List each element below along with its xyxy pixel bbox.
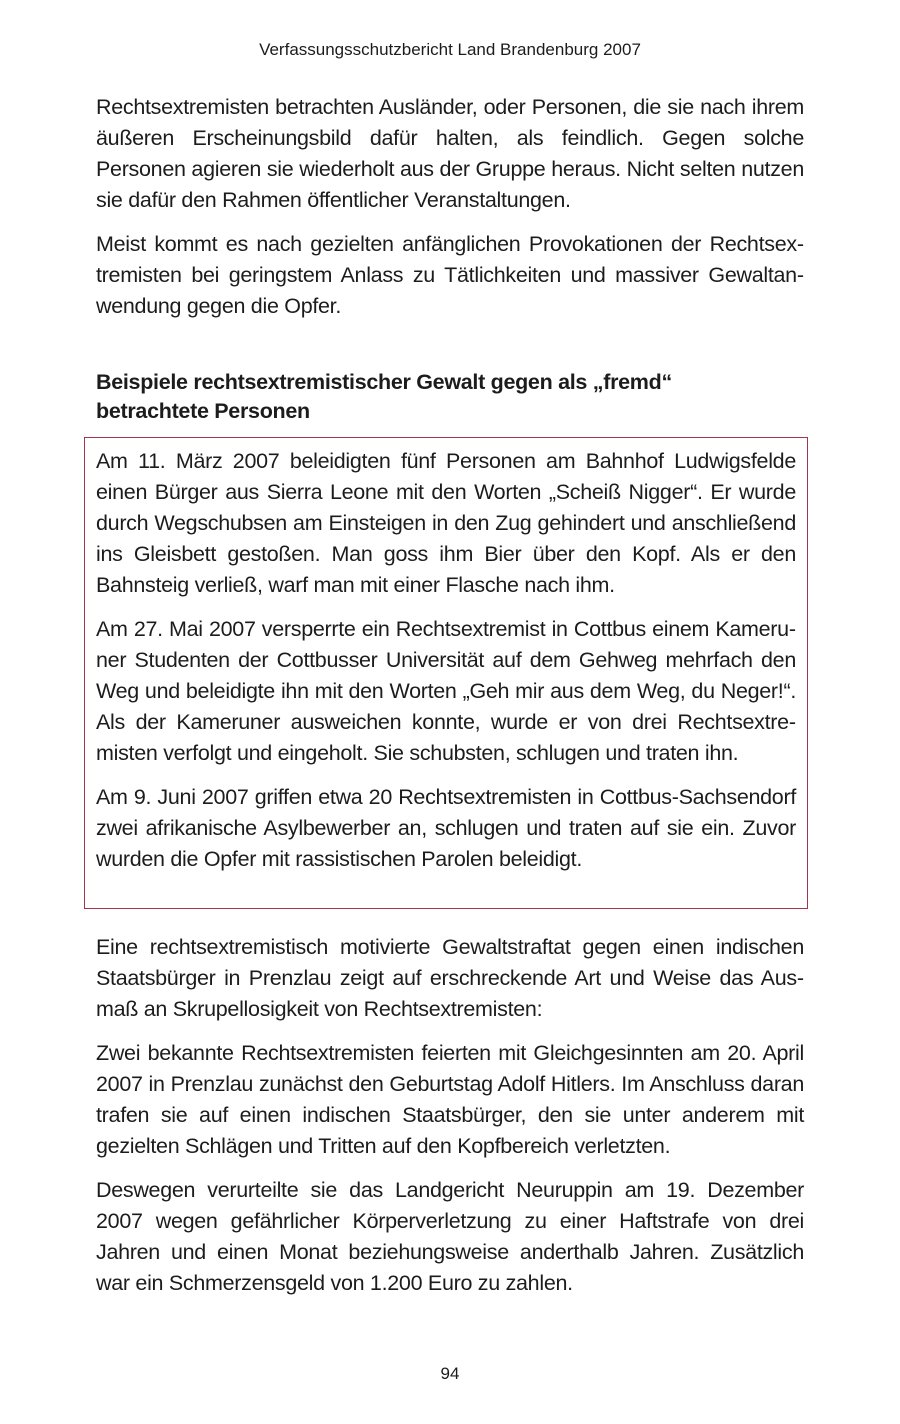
running-header: Verfassungsschutzbericht Land Brandenburg 2007 — [259, 40, 641, 59]
intro-paragraph-1: Rechtsextremisten betrachten Ausländer, oder Personen, die sie nach ihrem äußeren Erscheinungsbild dafür halten, als feindlich. Gegen solche Personen agieren sie wiederholt aus der Gruppe heraus. Nicht selten nutzen sie dafür den Rahmen öffentlicher Veranstaltungen. — [96, 95, 804, 212]
section-heading-line-2: betrachtete Personen — [96, 399, 310, 423]
body-paragraph-2: Zwei bekannte Rechtsextremisten feierten mit Gleichgesinnten am 20. April 2007 in Prenzlau zunächst den Geburtstag Adolf Hitlers. Im Anschluss daran trafen sie auf einen indischen Staatsbürger, den sie unter anderem mit gezielten Schlägen und Tritten auf den Kopfbereich verletzten. — [96, 1041, 804, 1158]
intro-section — [96, 92, 804, 322]
section-heading-line-1: Beispiele rechtsextremistischer Gewalt gegen als „fremd“ — [96, 370, 672, 394]
body-paragraph-1: Eine rechtsextremistisch motivierte Gewaltstraftat gegen einen indischen Staatsbürger in Prenzlau zeigt auf erschreckende Art und Weise das Ausmaß an Skrupellosigkeit von Rechtsextremisten: — [96, 935, 804, 1021]
example-paragraph-2: Am 27. Mai 2007 versperrte ein Rechtsextremist in Cottbus einem Kameruner Studenten der Cottbusser Universität auf dem Gehweg mehrfach den Weg und beleidigte ihn mit den Worten „Geh mir aus dem Weg, du Neger!“. Als der Kameruner ausweichen konnte, wurde er von drei Rechtsextremisten verfolgt und eingeholt. Sie schubsten, schlugen und traten ihn. — [96, 617, 796, 765]
page-number: 94 — [440, 1364, 460, 1383]
example-paragraph-3: Am 9. Juni 2007 griffen etwa 20 Rechtsextremisten in Cottbus-Sachsendorf zwei afrikanische Asylbewerber an, schlugen und traten auf sie ein. Zuvor wurden die Opfer mit rassistischen Parolen beleidigt. — [96, 785, 796, 871]
section-heading — [96, 368, 804, 426]
intro-paragraph-2: Meist kommt es nach gezielten anfänglichen Provokationen der Rechtsextremisten bei geringstem Anlass zu Tätlichkeiten und massiver Gewaltanwendung gegen die Opfer. — [96, 232, 804, 318]
example-paragraph-1: Am 11. März 2007 beleidigten fünf Personen am Bahnhof Ludwigsfelde einen Bürger aus Sierra Leone mit den Worten „Scheiß Nigger“. Er wurde durch Wegschubsen am Einsteigen in den Zug gehindert und anschließend ins Gleisbett gestoßen. Man goss ihm Bier über den Kopf. Als er den Bahnsteig verließ, warf man mit einer Flasche nach ihm. — [96, 449, 796, 597]
body-paragraph-3: Deswegen verurteilte sie das Landgericht Neuruppin am 19. Dezember 2007 wegen gefährlicher Körperverletzung zu einer Haftstrafe von drei Jahren und einen Monat beziehungsweise anderthalb Jahren. Zusätzlich war ein Schmerzensgeld von 1.200 Euro zu zahlen. — [96, 1178, 804, 1295]
examples-box — [84, 437, 808, 909]
body-section — [96, 932, 804, 1299]
